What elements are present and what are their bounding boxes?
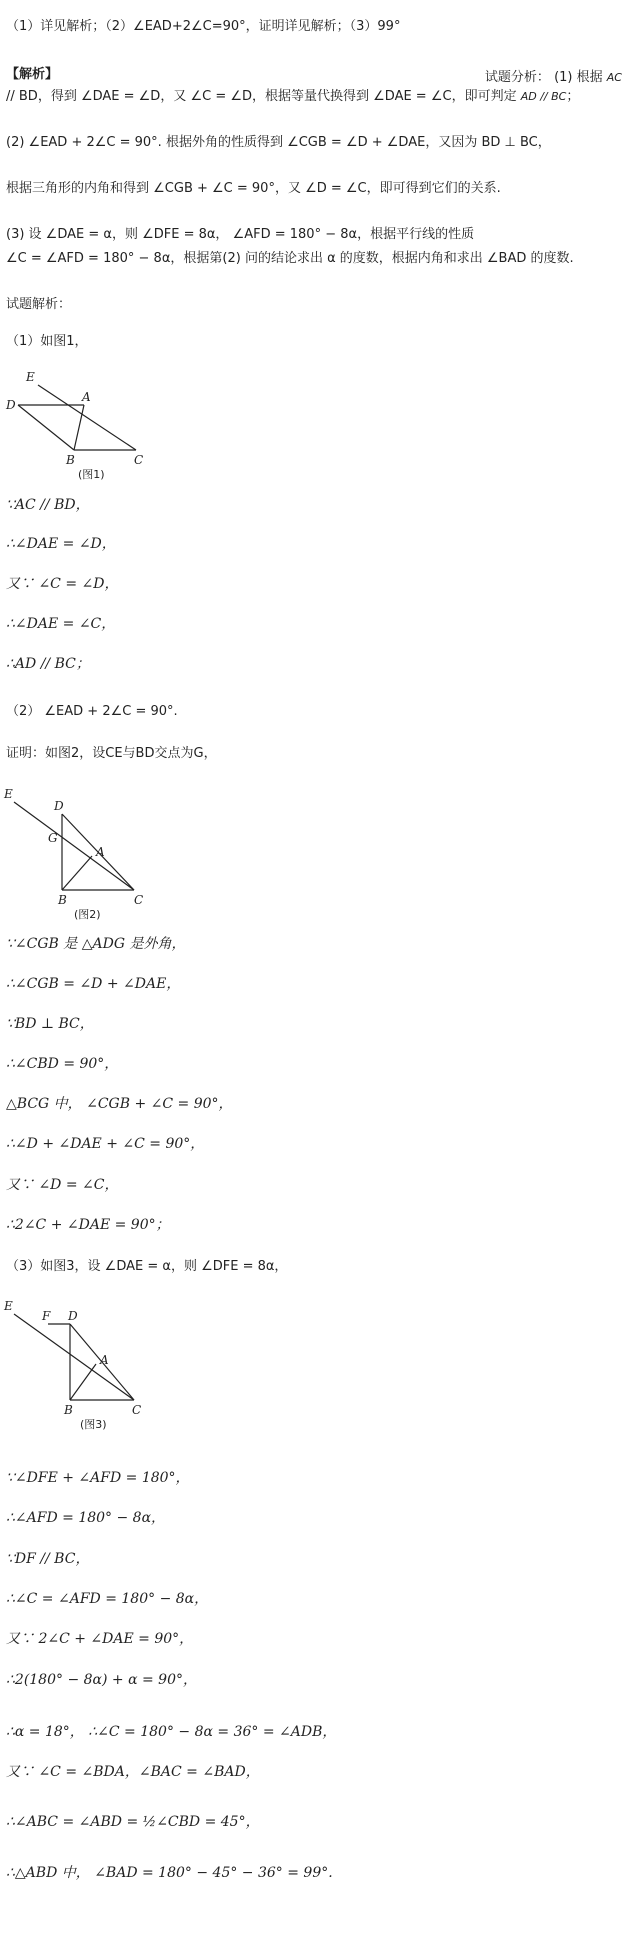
part3-step-10: ∴△ABD 中， ∠BAD = 180° − 45° − 36° = 99°. — [6, 1865, 333, 1881]
part2-step-2: ∴∠CGB = ∠D + ∠DAE， — [6, 976, 181, 992]
fig1-label-c: C — [134, 453, 144, 467]
fig3-label-c: C — [132, 1403, 142, 1417]
fig3-label-f: F — [42, 1309, 51, 1323]
analysis-a1-line2-row: // BD，得到 ∠DAE = ∠D，又 ∠C = ∠D，根据等量代换得到 ∠DAE = ∠C，即可判定 AD // BC； — [6, 89, 580, 104]
part1-step-2: ∴∠DAE = ∠D， — [6, 536, 116, 552]
figure-1 — [0, 365, 180, 480]
fig2-label-e: E — [4, 787, 13, 801]
fig1-label-b: B — [66, 453, 75, 467]
part2-claim: （2） ∠EAD + 2∠C = 90°. — [6, 704, 178, 719]
part3-step-6: ∴2(180° − 8α) + α = 90°， — [6, 1672, 197, 1688]
fig3-label-a: A — [100, 1353, 109, 1367]
part1-step-5: ∴AD // BC； — [6, 656, 90, 672]
analysis-a2-line2: 根据三角形的内角和得到 ∠CGB + ∠C = 90°，又 ∠D = ∠C，即可得到它们的关系. — [6, 181, 501, 196]
part3-step-8: 又∵ ∠C = ∠BDA，∠BAC = ∠BAD， — [6, 1764, 260, 1780]
part3-step-7: ∴α = 18°， ∴∠C = 180° − 8α = 36° = ∠ADB， — [6, 1724, 337, 1740]
analysis-label-row — [485, 66, 622, 85]
analysis-a1-line2: // BD，得到 ∠DAE = ∠D，又 ∠C = ∠D，根据等量代换得到 ∠DAE = ∠C，即可判定 — [6, 89, 517, 104]
fig3-caption: (图3) — [80, 1418, 107, 1431]
analysis-a2-line1: (2) ∠EAD + 2∠C = 90°. 根据外角的性质得到 ∠CGB = ∠D + ∠DAE，又因为 BD ⊥ BC， — [6, 135, 551, 150]
answer-summary: （1）详见解析；（2）∠EAD+2∠C=90°，证明详见解析；（3）99° — [6, 19, 401, 34]
part2-step-3: ∵BD ⊥ BC， — [6, 1016, 94, 1032]
fig3-label-b: B — [64, 1403, 73, 1417]
analysis-a3-line2: ∠C = ∠AFD = 180° − 8α，根据第(2) 问的结论求出 α 的度数，根据内角和求出 ∠BAD 的度数. — [6, 251, 574, 266]
part2-step-5: △BCG 中， ∠CGB + ∠C = 90°， — [6, 1096, 233, 1112]
analysis-a1-part1: (1) 根据 — [554, 70, 603, 85]
part2-step-1: ∵∠CGB 是 △ADG 是外角， — [6, 936, 186, 952]
analysis-a1-line2b: AD // BC — [520, 90, 567, 103]
part1-intro: （1）如图1， — [6, 334, 88, 349]
part3-step-4: ∴∠C = ∠AFD = 180° − 8α， — [6, 1591, 209, 1607]
solution-label: 试题解析： — [6, 297, 72, 312]
part3-intro: （3）如图3，设 ∠DAE = α，则 ∠DFE = 8α， — [6, 1259, 288, 1274]
part3-step-2: ∴∠AFD = 180° − 8α， — [6, 1510, 166, 1526]
part3-step-5: 又∵ 2∠C + ∠DAE = 90°， — [6, 1631, 194, 1647]
fig1-label-d: D — [6, 398, 16, 412]
part3-step-9: ∴∠ABC = ∠ABD = ½∠CBD = 45°， — [6, 1814, 260, 1830]
analysis-header: 【解析】 — [6, 67, 59, 82]
part1-step-3: 又∵ ∠C = ∠D， — [6, 576, 119, 592]
fig2-label-b: B — [58, 893, 67, 907]
part2-step-6: ∴∠D + ∠DAE + ∠C = 90°， — [6, 1136, 205, 1152]
part3-step-1: ∵∠DFE + ∠AFD = 180°， — [6, 1470, 190, 1486]
part3-step-3: ∵DF // BC， — [6, 1551, 90, 1567]
part2-intro: 证明：如图2，设CE与BD交点为G， — [6, 746, 217, 761]
part1-step-4: ∴∠DAE = ∠C， — [6, 616, 116, 632]
fig2-label-a: A — [96, 845, 105, 859]
analysis-a1-part2: AC — [606, 71, 622, 84]
part2-step-7: 又∵ ∠D = ∠C， — [6, 1177, 119, 1193]
fig2-caption: (图2) — [74, 908, 101, 920]
part2-step-4: ∴∠CBD = 90°， — [6, 1056, 119, 1072]
figure-3 — [0, 1292, 180, 1432]
fig2-label-d: D — [54, 799, 64, 813]
fig2-label-g: G — [48, 831, 58, 845]
part2-step-8: ∴2∠C + ∠DAE = 90°； — [6, 1217, 170, 1233]
fig1-caption: (图1) — [78, 468, 105, 480]
fig2-label-c: C — [134, 893, 144, 907]
fig3-label-e: E — [4, 1299, 13, 1313]
analysis-label: 试题分析： — [484, 70, 550, 85]
fig1-label-a: A — [82, 390, 91, 404]
fig1-label-e: E — [26, 370, 35, 384]
part1-step-1: ∵AC // BD， — [6, 497, 90, 513]
fig3-label-d: D — [68, 1309, 78, 1323]
figure-2 — [0, 780, 180, 920]
analysis-a3-line1: (3) 设 ∠DAE = α，则 ∠DFE = 8α， ∠AFD = 180° − 8α，根据平行线的性质 — [6, 227, 475, 242]
